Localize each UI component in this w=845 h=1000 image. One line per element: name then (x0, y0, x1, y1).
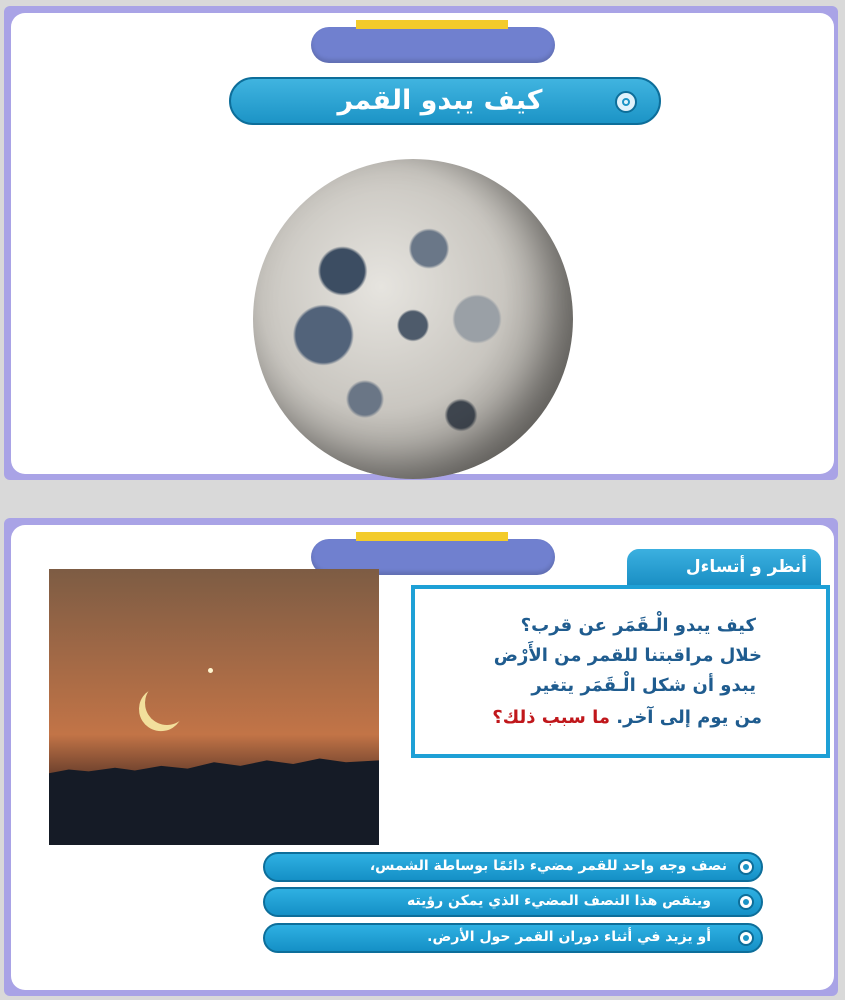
star (208, 668, 213, 673)
moon-image (253, 159, 573, 479)
bullet-text-1: نصف وجه واحد للقمر مضيء دائمًا بوساطة الشمس، (369, 858, 727, 874)
question-box (411, 585, 830, 758)
bullet-item-1 (263, 852, 763, 882)
header-tab (311, 27, 555, 63)
look-and-wonder-label: أنظر و أتساءل (685, 557, 807, 577)
question-highlight: ما سبب ذلك؟ (492, 707, 611, 728)
treeline-silhouette (49, 753, 379, 845)
bullet-icon (738, 930, 754, 946)
crescent-moon (142, 678, 193, 729)
bullet-item-3 (263, 923, 763, 953)
bullet-text-3: أو يزيد في أثناء دوران القمر حول الأرض. (427, 929, 711, 945)
bullet-icon (738, 894, 754, 910)
header-tab-accent (356, 20, 508, 29)
slide-2-canvas (11, 525, 834, 990)
question-line-2: خلال مراقبتنا للقمر من الأَرْض (493, 645, 762, 666)
crescent-moon-photo (49, 569, 379, 845)
page-title: كيف يبدو القمر (337, 85, 543, 116)
look-and-wonder-tab (625, 547, 823, 587)
question-line-4-text: من يوم إلى آخر. (616, 707, 762, 728)
question-line-4 (492, 707, 762, 728)
bullet-item-2 (263, 887, 763, 917)
slide-1 (4, 6, 838, 480)
slide-1-canvas (11, 13, 834, 474)
header-tab-accent (356, 532, 508, 541)
bullet-icon (738, 859, 754, 875)
title-banner (229, 77, 661, 125)
target-icon (615, 91, 637, 113)
question-line-1: كيف يبدو الْـقَمَر عن قرب؟ (520, 615, 756, 636)
slide-2 (4, 518, 838, 996)
question-line-3: يبدو أن شكل الْـقَمَر يتغير (531, 675, 756, 696)
bullet-text-2: وينقص هذا النصف المضيء الذي يمكن رؤيته (406, 893, 711, 909)
